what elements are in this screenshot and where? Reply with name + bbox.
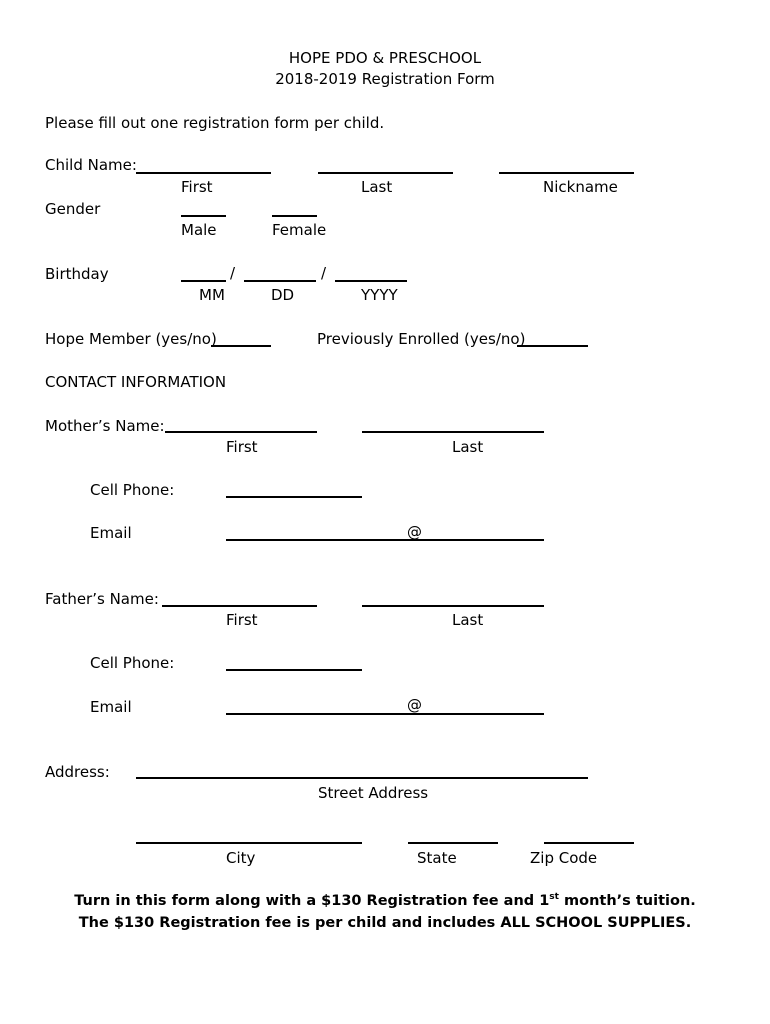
street-address-caption: Street Address xyxy=(318,784,429,802)
birthday-year-field[interactable] xyxy=(335,280,407,282)
mother-email-label: Email xyxy=(90,524,132,542)
fee-note-superscript: st xyxy=(549,892,559,903)
birthday-year-caption: YYYY xyxy=(361,286,398,304)
hope-member-field[interactable] xyxy=(211,345,271,347)
mother-last-caption: Last xyxy=(452,438,484,456)
fee-note-line-2: The $130 Registration fee is per child and includes ALL SCHOOL SUPPLIES. xyxy=(78,915,692,931)
father-last-name-field[interactable] xyxy=(362,605,544,607)
birthday-day-field[interactable] xyxy=(244,280,316,282)
mother-first-name-field[interactable] xyxy=(165,431,317,433)
mother-email-field[interactable] xyxy=(226,539,544,541)
mother-last-name-field[interactable] xyxy=(362,431,544,433)
father-last-caption: Last xyxy=(452,611,484,629)
birthday-label: Birthday xyxy=(45,265,109,283)
birthday-separator: / xyxy=(230,264,236,282)
birthday-month-caption: MM xyxy=(199,286,225,304)
child-first-caption: First xyxy=(181,178,213,196)
gender-female-caption: Female xyxy=(272,221,327,239)
form-title: HOPE PDO & PRESCHOOL xyxy=(288,49,482,67)
child-nickname-field[interactable] xyxy=(499,172,634,174)
contact-heading: CONTACT INFORMATION xyxy=(45,373,227,391)
father-email-field[interactable] xyxy=(226,713,544,715)
child-last-name-field[interactable] xyxy=(318,172,453,174)
hope-member-label: Hope Member (yes/no) xyxy=(45,330,217,348)
mother-first-caption: First xyxy=(226,438,258,456)
city-field[interactable] xyxy=(136,842,362,844)
father-email-label: Email xyxy=(90,698,132,716)
gender-female-field[interactable] xyxy=(272,215,317,217)
previously-enrolled-field[interactable] xyxy=(517,345,588,347)
mother-email-at-sign: @ xyxy=(407,523,422,541)
gender-label: Gender xyxy=(45,200,101,218)
state-caption: State xyxy=(417,849,457,867)
child-name-label: Child Name: xyxy=(45,156,137,174)
child-last-caption: Last xyxy=(361,178,393,196)
form-subtitle: 2018-2019 Registration Form xyxy=(275,70,495,88)
child-first-name-field[interactable] xyxy=(136,172,271,174)
birthday-month-field[interactable] xyxy=(181,280,226,282)
father-cell-label: Cell Phone: xyxy=(90,654,175,672)
zip-code-field[interactable] xyxy=(544,842,634,844)
street-address-field[interactable] xyxy=(136,777,588,779)
fee-note-text: Turn in this form along with a $130 Registration fee and 1 xyxy=(74,893,550,909)
father-first-caption: First xyxy=(226,611,258,629)
fee-note-line-1 xyxy=(0,894,770,909)
father-cell-field[interactable] xyxy=(226,669,362,671)
father-email-at-sign: @ xyxy=(407,696,422,714)
child-nickname-caption: Nickname xyxy=(543,178,618,196)
state-field[interactable] xyxy=(408,842,498,844)
mother-name-label: Mother’s Name: xyxy=(45,417,165,435)
birthday-day-caption: DD xyxy=(271,286,295,304)
instructions-text: Please fill out one registration form per child. xyxy=(45,114,385,132)
gender-male-field[interactable] xyxy=(181,215,226,217)
address-label: Address: xyxy=(45,763,110,781)
zip-code-caption: Zip Code xyxy=(530,849,598,867)
gender-male-caption: Male xyxy=(181,221,217,239)
father-first-name-field[interactable] xyxy=(162,605,317,607)
birthday-separator: / xyxy=(321,264,327,282)
city-caption: City xyxy=(226,849,256,867)
previously-enrolled-label: Previously Enrolled (yes/no) xyxy=(317,330,526,348)
mother-cell-field[interactable] xyxy=(226,496,362,498)
father-name-label: Father’s Name: xyxy=(45,590,159,608)
mother-cell-label: Cell Phone: xyxy=(90,481,175,499)
fee-note-text-end: month’s tuition. xyxy=(558,893,696,909)
